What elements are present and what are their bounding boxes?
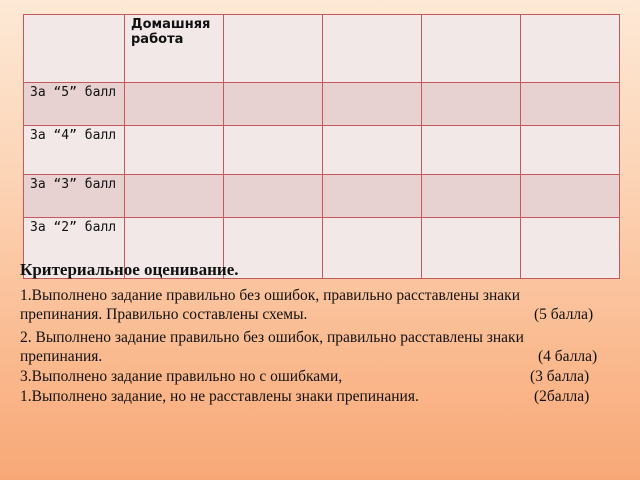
row-label-grade-5: За “5” балл [24,83,125,126]
table-header-cell [24,15,125,83]
table-cell [224,175,323,218]
criterion-4-score: (2балла) [534,388,590,405]
criterion-3-score: (3 балла) [530,368,590,385]
table-header-cell [224,15,323,83]
criterion-1-text-cont: препинания. Правильно составлены схемы. [20,306,308,323]
table-cell [125,83,224,126]
row-label-grade-3: За “3” балл [24,175,125,218]
table-row [24,126,620,175]
table-header-row [24,15,620,83]
table-cell [224,126,323,175]
table-row [24,83,620,126]
table-cell [422,126,521,175]
table-header-cell [521,15,620,83]
table-header-cell [422,15,521,83]
criterion-1-line-1 [20,286,620,305]
table-cell [224,83,323,126]
criterion-2-line-2 [20,347,620,366]
table-cell [422,83,521,126]
table-cell [125,175,224,218]
table-cell [521,126,620,175]
criteria-section [20,258,620,406]
criterion-4-line [20,387,620,406]
table-cell [323,175,422,218]
homework-column-header: Домашняя работа [125,15,224,83]
table-cell [125,126,224,175]
criterion-4-text: 1.Выполнено задание, но не расставлены знаки препинания. [20,388,419,405]
criterion-2-text-cont: препинания. [20,348,103,365]
row-label-grade-4: За “4” балл [24,126,125,175]
table-header-cell [323,15,422,83]
grading-table [23,14,620,279]
table-cell [323,126,422,175]
criterion-3-text: 3.Выполнено задание правильно но с ошибками, [20,368,343,385]
row-label-grade-2: За “2” балл [24,218,125,279]
criterion-3-line [20,367,620,386]
criterion-1-line-2 [20,305,620,324]
criteria-title: Критериальное оценивание. [20,260,239,279]
criterion-1-text: 1.Выполнено задание правильно без ошибок, правильно расставлены знаки [20,287,520,304]
criterion-2-score: (4 балла) [538,348,598,365]
criterion-1-score: (5 балла) [534,306,594,323]
table-cell [521,175,620,218]
table-cell [521,83,620,126]
criterion-2-line-1 [20,328,620,347]
table-cell [422,175,521,218]
table-cell [323,83,422,126]
table-row [24,175,620,218]
criterion-2-text: 2. Выполнено задание правильно без ошибок, правильно расставлены знаки [20,329,524,346]
